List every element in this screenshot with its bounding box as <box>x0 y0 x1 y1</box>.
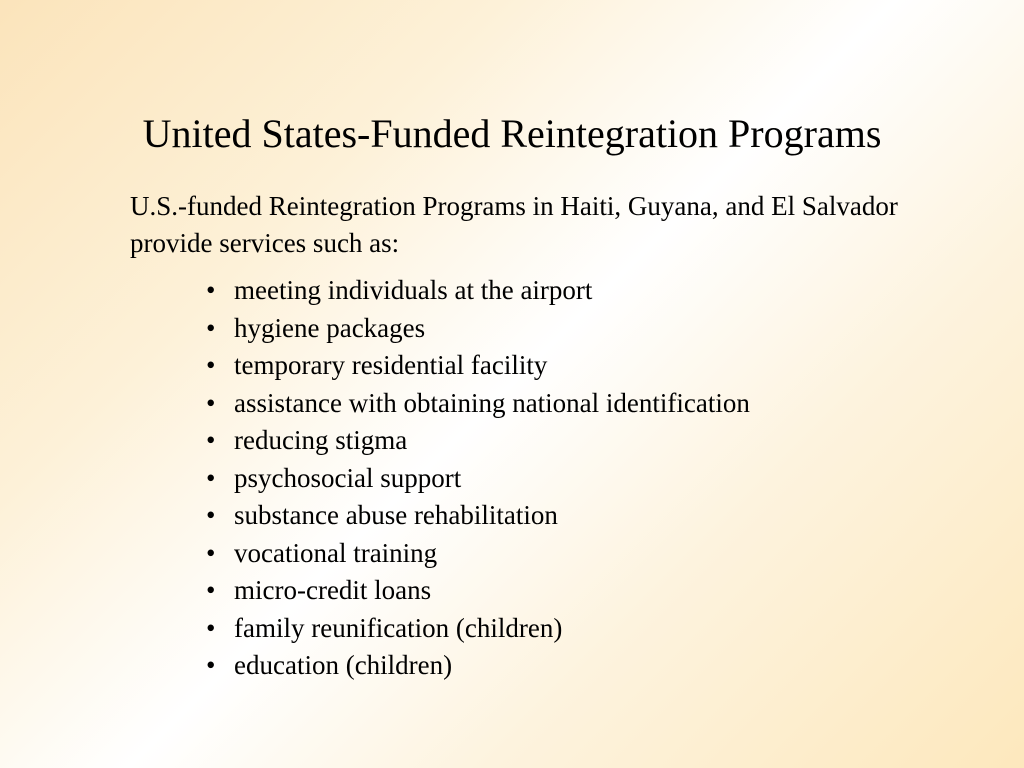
list-item <box>206 310 750 348</box>
list-item <box>206 460 750 498</box>
list-item <box>206 572 750 610</box>
bullet-icon: • <box>206 312 216 343</box>
bullet-icon: • <box>206 425 216 455</box>
service-label: hygiene packages <box>234 312 426 343</box>
intro-paragraph: U.S.-funded Reintegration Programs in Haiti, Guyana, and El Salvador provide services such as: <box>130 191 898 258</box>
bullet-icon: • <box>206 575 216 605</box>
bullet-icon: • <box>206 387 216 418</box>
service-label: education (children) <box>234 650 453 680</box>
service-label: meeting individuals at the airport <box>234 275 593 305</box>
bullet-icon: • <box>206 462 216 493</box>
slide-title: United States-Funded Reintegration Programs <box>142 111 882 156</box>
list-item <box>206 385 750 423</box>
list-item <box>206 647 750 685</box>
list-item <box>206 535 750 573</box>
service-label: reducing stigma <box>234 425 408 455</box>
service-label: psychosocial support <box>234 462 462 493</box>
service-label: vocational training <box>234 537 438 568</box>
bullet-icon: • <box>206 612 216 643</box>
service-label: temporary residential facility <box>234 350 548 380</box>
list-item <box>206 497 750 535</box>
bullet-icon: • <box>206 275 216 305</box>
bullet-icon: • <box>206 650 216 680</box>
bullet-icon: • <box>206 537 216 568</box>
list-item <box>206 610 750 648</box>
service-label: assistance with obtaining national identification <box>234 387 750 418</box>
service-label: family reunification (children) <box>234 612 563 643</box>
service-label: micro-credit loans <box>234 575 432 605</box>
services-list <box>206 272 750 685</box>
bullet-icon: • <box>206 350 216 380</box>
bullet-icon: • <box>206 500 216 530</box>
service-label: substance abuse rehabilitation <box>234 500 558 530</box>
list-item <box>206 347 750 385</box>
list-item <box>206 272 750 310</box>
list-item <box>206 422 750 460</box>
